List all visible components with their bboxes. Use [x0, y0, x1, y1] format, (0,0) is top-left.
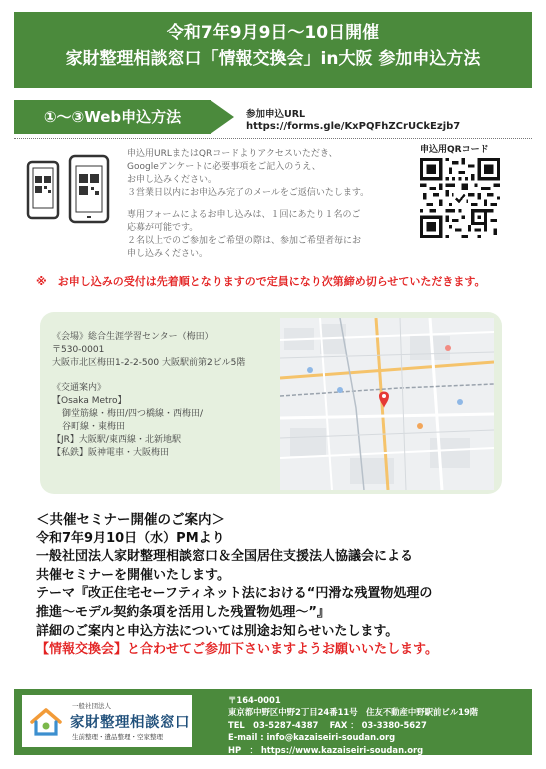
- venue-info: [52, 331, 282, 460]
- instruction-line: 申込用URLまたはQRコードよりアクセスいただき、: [127, 149, 338, 159]
- event-title: 家財整理相談窓口「情報交換会」in大阪 参加申込方法: [65, 49, 481, 69]
- logo-org-type: 一般社団法人: [72, 702, 111, 710]
- footer-tel-fax: TEL 03-5287-4387 FAX ： 03-3380-5627: [228, 719, 427, 730]
- instruction-line: 申し込みください。: [127, 249, 209, 259]
- map-image[interactable]: [280, 318, 494, 490]
- logo-name: 家財整理相談窓口: [70, 715, 190, 731]
- seminar-callout: 【情報交換会】と合わせてご参加下さいますようお願いいたします。: [36, 642, 438, 658]
- seminar-line: 共催セミナーを開催いたします。: [36, 567, 230, 583]
- seminar-line: 詳細のご案内と申込方法については別途お知らせいたします。: [36, 623, 399, 639]
- instruction-line: 専用フォームによるお申し込みは、１回にあたり１名のご: [127, 210, 361, 220]
- transit-line: 【Osaka Metro】: [52, 396, 127, 406]
- web-apply-label: ①～③Web申込方法: [43, 108, 182, 126]
- seminar-line: テーマ『改正住宅セーフティネット法における“円滑な残置物処理の: [36, 586, 433, 602]
- contact-info: [228, 694, 528, 756]
- footer-homepage[interactable]: HP ： https://www.kazaiseiri-soudan.org: [228, 744, 424, 755]
- web-apply-banner: [14, 100, 246, 134]
- dotted-divider: [14, 138, 532, 139]
- transit-title: 《交通案内》: [52, 383, 107, 393]
- instruction-line: ２名以上でのご参加をご希望の際は、参加ご希望者毎にお: [127, 236, 362, 246]
- smartphone-qr-icon: [16, 150, 122, 228]
- seminar-section: [36, 511, 516, 660]
- venue-address: 大阪市北区梅田1-2-2-500 大阪駅前第2ビル5階: [52, 358, 246, 368]
- venue-name: 《会場》総合生涯学習センター（梅田）: [52, 332, 214, 342]
- instruction-line: お申し込みください。: [127, 175, 218, 185]
- transit-line: 【私鉄】阪神電車・大阪梅田: [52, 448, 170, 458]
- transit-line: 【JR】大阪駅/東西線・北新地駅: [52, 435, 181, 445]
- logo-tagline: 生前整理・遺品整理・空家整理: [72, 733, 163, 741]
- footer-postal: 〒164-0001: [228, 695, 281, 705]
- event-date-title: 令和7年9月9日～10日開催: [166, 23, 380, 43]
- transit-line: 御堂筋線・梅田/四つ橋線・西梅田/: [62, 409, 204, 419]
- qr-code-icon[interactable]: [420, 158, 500, 238]
- seminar-date: 令和7年9月10日（水）PMより: [36, 530, 225, 546]
- header-banner: [14, 12, 532, 88]
- qr-label: 申込用QRコード: [420, 145, 489, 155]
- first-come-notice: ※ お申し込みの受付は先着順となりますので定員になり次第締め切らせていただきます。: [36, 275, 486, 288]
- seminar-line: 一般社団法人家財整理相談窓口＆全国居住支援法人協議会による: [36, 549, 414, 565]
- venue-postal: 〒530-0001: [52, 345, 105, 355]
- footer-address: 東京都中野区中野2丁目24番11号 住友不動産中野駅前ビル19階: [228, 707, 479, 718]
- instruction-line: Googleアンケートに必要事項をご記入のうえ、: [127, 162, 321, 172]
- apply-url-link[interactable]: https://forms.gle/KxPQFhZCrUCkEzjb7: [246, 121, 461, 132]
- instruction-line: ３営業日以内にお申込み完了のメールをご返信いたします。: [127, 188, 370, 198]
- application-instructions: [127, 148, 412, 261]
- instruction-line: 応募が可能です。: [127, 223, 199, 233]
- seminar-title: ＜共催セミナー開催のご案内＞: [36, 512, 225, 528]
- seminar-line: 推進～モデル契約条項を活用した残置物処理～”』: [36, 604, 330, 620]
- transit-line: 谷町線・東梅田: [62, 422, 126, 432]
- house-logo-icon: [28, 704, 64, 740]
- footer-email[interactable]: E-mail : info@kazaiseiri-soudan.org: [228, 732, 396, 743]
- url-label: 参加申込URL: [246, 109, 306, 120]
